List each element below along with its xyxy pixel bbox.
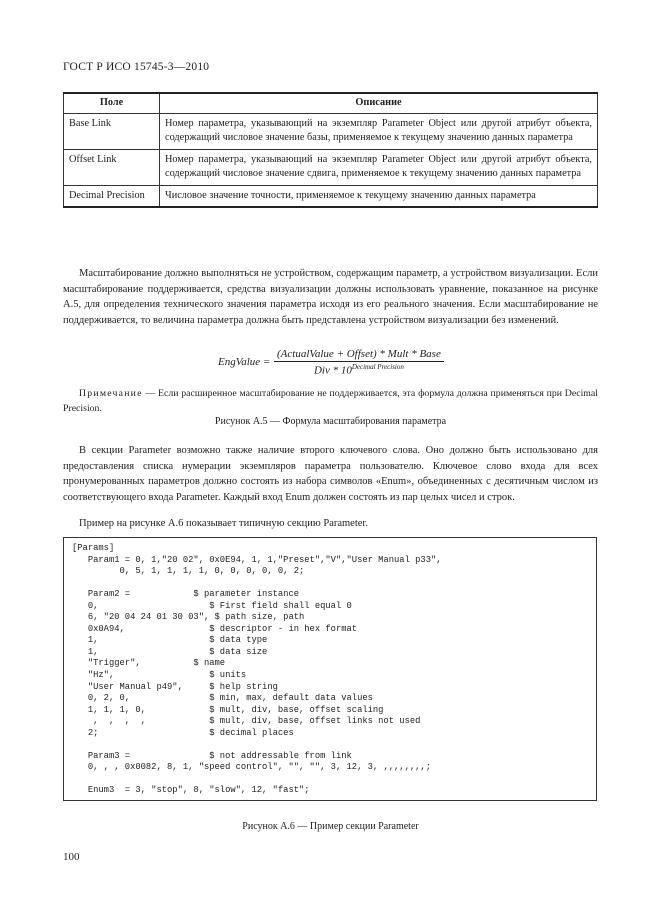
field-name-cell: Decimal Precision xyxy=(64,185,160,207)
code-line: 0, , , 0x0082, 8, 1, "speed control", "", "", 3, 12, 3, ,,,,,,,,; xyxy=(72,762,431,773)
code-line: "Trigger", $ name xyxy=(72,658,226,669)
table-row xyxy=(64,149,598,185)
scaling-paragraph: Масштабирование должно выполняться не устройством, содержащим параметр, а устройством визуализации. Если масштабирование поддерживается, средства визуализации должны использовать уравнение, показанное на рисунке А.5, для определения технического значения параметра исходя из его реального значения. Если масштабирование не поддерживается, то величина параметра должна быть представлена устройством визуализации без изменений. xyxy=(63,268,598,326)
code-line: Param3 = $ not addressable from link xyxy=(72,750,352,761)
code-line: Param1 = 0, 1,"20 02", 0x0E94, 1, 1,"Preset","V","User Manual p33", xyxy=(72,554,442,565)
code-line: 1, $ data type xyxy=(72,635,268,646)
code-line: 1, $ data size xyxy=(72,646,268,657)
code-line: Enum3 = 3, "stop", 8, "slow", 12, "fast"; xyxy=(72,785,310,796)
formula-denominator xyxy=(274,362,444,377)
figure-a5-caption: Рисунок А.5 — Формула масштабирования параметра xyxy=(214,416,447,427)
code-line: 0, 5, 1, 1, 1, 1, 0, 0, 0, 0, 0, 2; xyxy=(72,566,305,577)
code-line: 2; $ decimal places xyxy=(72,727,294,738)
field-name-cell: Base Link xyxy=(64,113,160,149)
formula-lhs: EngValue = xyxy=(218,356,271,368)
figure-a6-caption: Рисунок А.6 — Пример секции Parameter xyxy=(242,821,419,832)
page-number: 100 xyxy=(63,851,80,863)
code-listing xyxy=(72,543,442,797)
table-row xyxy=(64,113,598,149)
table-header-row xyxy=(64,93,598,113)
column-header-description: Описание xyxy=(160,93,598,113)
code-line: "User Manual p49", $ help string xyxy=(72,681,278,692)
field-name-cell: Offset Link xyxy=(64,149,160,185)
note-paragraph xyxy=(63,387,598,416)
note-label: Примечание xyxy=(79,388,143,399)
code-line: 0, $ First field shall equal 0 xyxy=(72,600,352,611)
parameter-section-paragraph: В секции Parameter возможно также наличие второго ключевого слова. Оно должно быть использовано для предоставления списка нумерации экземпляров параметра пользователю. Ключевое слово входа для всех пронумерованных параметров должно состоять из набора символов «Enum», объединенных с десятичным числом из соответствующего входа Parameter. Каждый вход Enum должен состоять из пар целых чисел и строк. xyxy=(63,445,598,503)
formula-numerator: (ActualValue + Offset) * Mult * Base xyxy=(274,348,444,362)
code-example-box xyxy=(63,537,597,801)
code-line: 1, 1, 1, 0, $ mult, div, base, offset scaling xyxy=(72,704,384,715)
column-header-field: Поле xyxy=(64,93,160,113)
description-cell: Номер параметра, указывающий на экземпляр Parameter Object или другой атрибут объекта, содержащий числовое значение сдвига, применяемое к текущему значению данных параметра xyxy=(160,149,598,185)
code-line: 0, 2, 0, $ min, max, default data values xyxy=(72,693,373,704)
description-cell: Числовое значение точности, применяемое к текущему значению данных параметра xyxy=(160,185,598,207)
code-line: Param2 = $ parameter instance xyxy=(72,589,299,600)
code-line: 0x0A94, $ descriptor - in hex format xyxy=(72,623,358,634)
example-intro-paragraph: Пример на рисунке А.6 показывает типичную секцию Parameter. xyxy=(79,518,368,529)
note-text: — Если расширенное масштабирование не поддерживается, эта формула должна применяться при Decimal Precision. xyxy=(63,388,598,414)
document-header: ГОСТ Р ИСО 15745-3—2010 xyxy=(63,61,210,73)
code-line: [Params] xyxy=(72,543,115,553)
formula-exponent: Decimal Precision xyxy=(351,363,404,371)
code-line: "Hz", $ units xyxy=(72,670,247,681)
table-row xyxy=(64,185,598,207)
description-cell: Номер параметра, указывающий на экземпляр Parameter Object или другой атрибут объекта, содержащий числовое значение базы, применяемое к текущему значению данных параметра xyxy=(160,113,598,149)
formula-fraction xyxy=(274,348,444,377)
field-description-table xyxy=(63,92,598,208)
formula-denominator-base: Div * 10 xyxy=(313,364,352,377)
code-line: , , , , $ mult, div, base, offset links not used xyxy=(72,716,421,727)
code-line: 6, "20 04 24 01 30 03", $ path size, path xyxy=(72,612,305,623)
